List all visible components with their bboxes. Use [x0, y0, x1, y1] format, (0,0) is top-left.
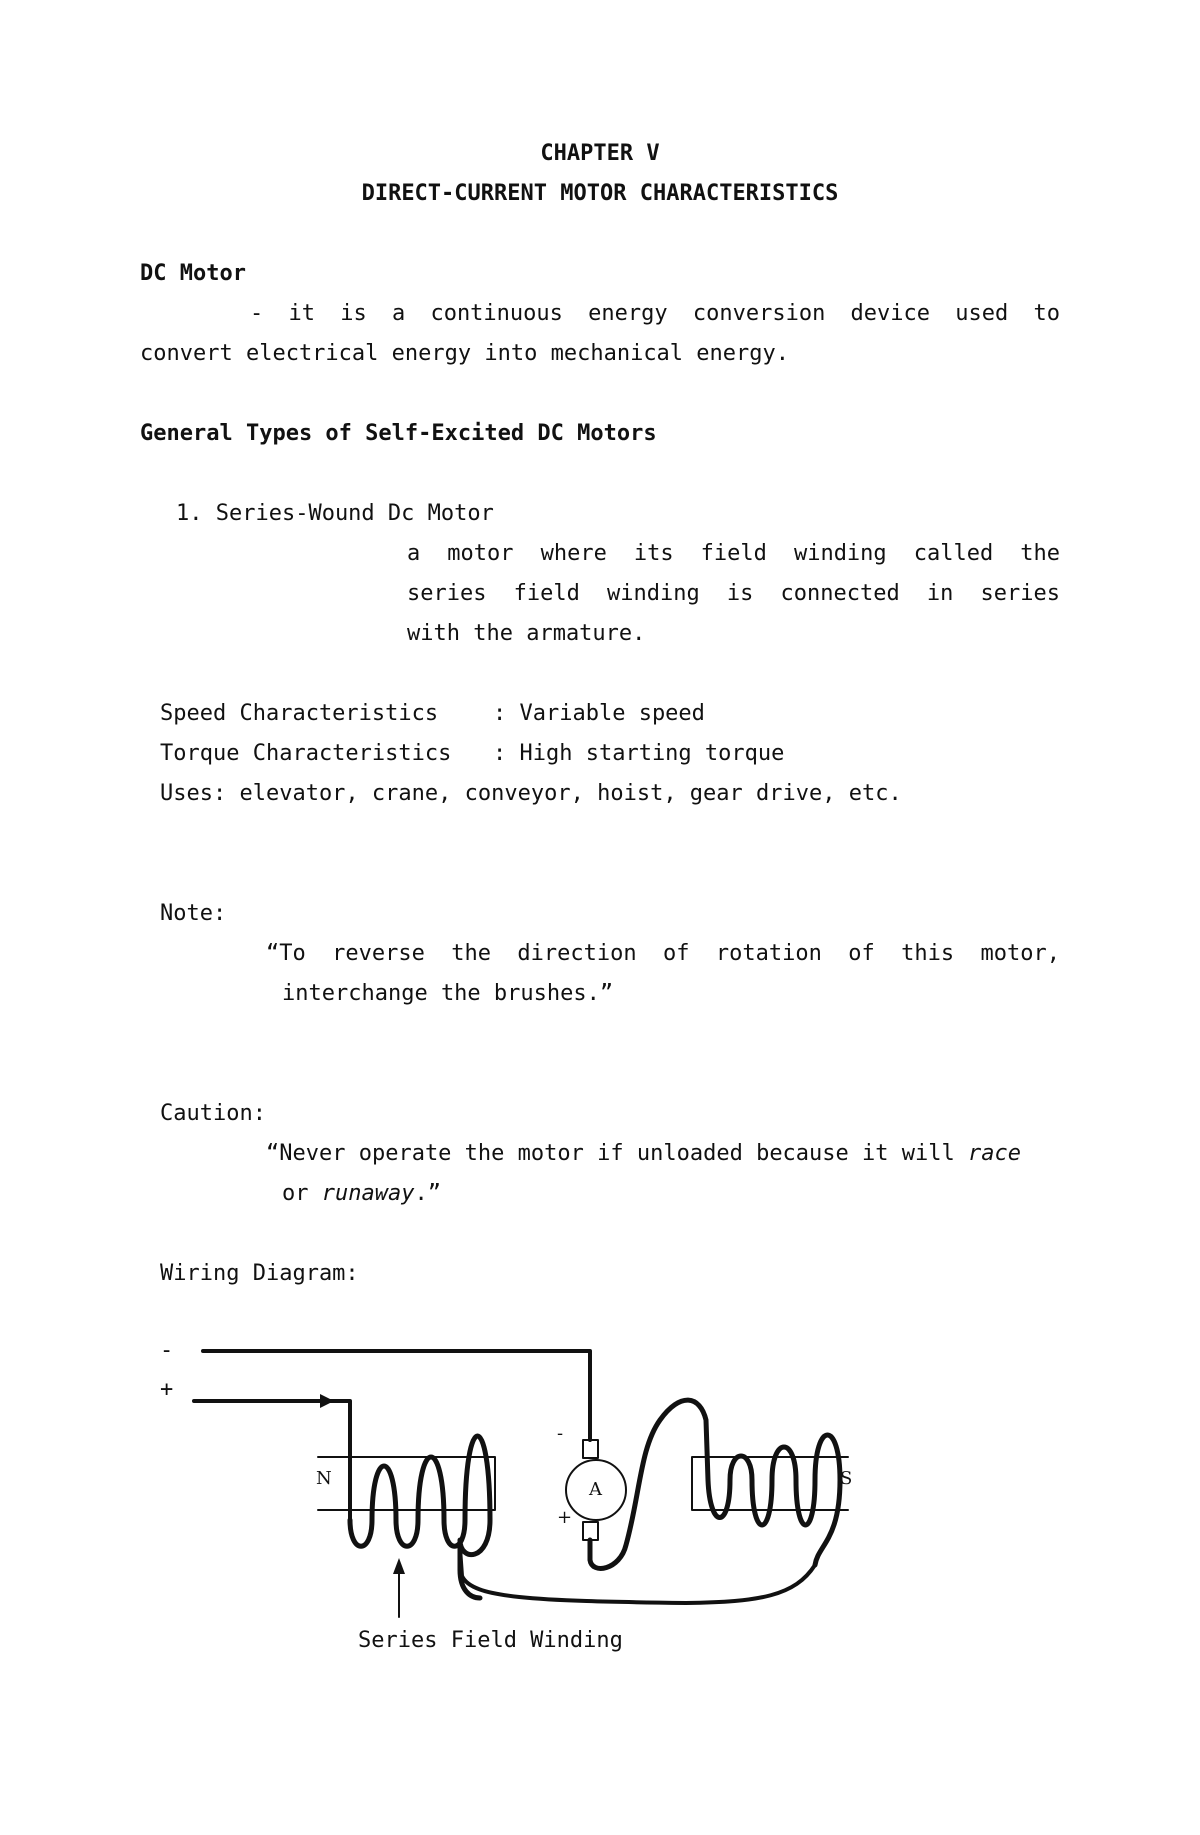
armature-label: A — [589, 1479, 602, 1500]
bottom-brush — [583, 1522, 598, 1540]
connecting-wire — [460, 1548, 815, 1603]
caution-runaway-emphasis: runaway — [321, 1181, 415, 1206]
negative-supply-wire — [203, 1351, 590, 1440]
chapter-number: CHAPTER V — [540, 141, 660, 166]
left-field-winding — [350, 1436, 490, 1598]
speed-label: Speed Characteristics — [160, 701, 439, 726]
dc-motor-heading: DC Motor — [140, 261, 246, 286]
caution-label: Caution: — [160, 1101, 266, 1126]
uses-line: Uses: elevator, crane, conveyor, hoist, gear drive, etc. — [160, 781, 902, 806]
wiring-label: Wiring Diagram: — [160, 1261, 359, 1286]
north-pole-label: N — [316, 1468, 332, 1489]
note-line1: “To reverse the direction of rotation of this motor, — [266, 941, 1060, 966]
caption-arrow-head — [393, 1558, 405, 1574]
supply-minus-label: - — [160, 1338, 174, 1363]
armature-plus-label: + — [557, 1507, 573, 1528]
south-pole-label: S — [840, 1468, 853, 1489]
field-winding-tail — [460, 1540, 560, 1600]
speed-value: : Variable speed — [493, 701, 705, 726]
page-title: DIRECT-CURRENT MOTOR CHARACTERISTICS — [361, 181, 839, 206]
torque-label: Torque Characteristics — [160, 741, 452, 766]
note-line2: interchange the brushes.” — [282, 981, 614, 1006]
caution-line1-text: “Never operate the motor if unloaded because it will — [266, 1141, 968, 1166]
note-label: Note: — [160, 901, 227, 926]
series-field-winding-caption: Series Field Winding — [358, 1628, 623, 1653]
series-wound-desc3: with the armature. — [407, 621, 646, 646]
torque-value: : High starting torque — [493, 741, 785, 766]
positive-supply-wire — [194, 1401, 350, 1520]
caution-line2-text: or — [282, 1181, 322, 1206]
current-arrow — [320, 1394, 334, 1408]
armature-minus-label: - — [557, 1423, 564, 1444]
series-wound-desc2: series field winding is connected in series — [407, 581, 1060, 606]
series-wound-desc1: a motor where its field winding called the — [407, 541, 1060, 566]
caution-race-emphasis: race — [968, 1141, 1021, 1166]
armature-to-field-wire — [590, 1400, 840, 1568]
dc-motor-def-line1: - it is a continuous energy conversion device used to — [250, 301, 1060, 326]
supply-plus-label: + — [160, 1377, 174, 1402]
caution-line2-end: .” — [414, 1181, 441, 1206]
series-wound-item: 1. Series-Wound Dc Motor — [176, 501, 494, 526]
types-heading: General Types of Self-Excited DC Motors — [140, 421, 657, 446]
dc-motor-def-line2: convert electrical energy into mechanical energy. — [140, 341, 790, 366]
top-brush — [583, 1440, 598, 1458]
